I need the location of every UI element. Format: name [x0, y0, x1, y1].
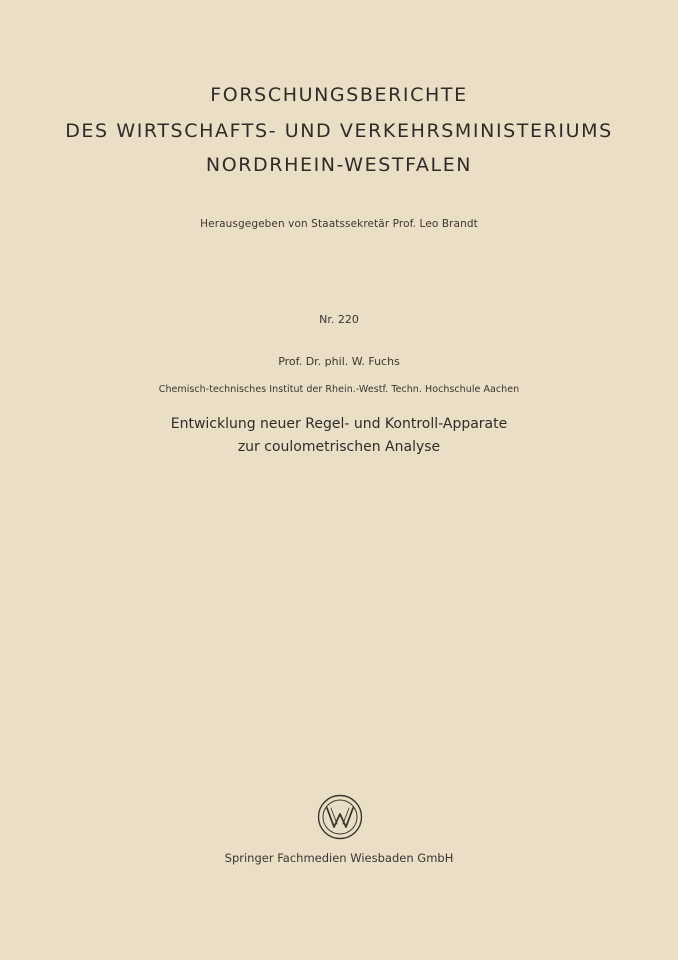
publisher-logo-icon: [316, 793, 364, 841]
work-title-line-1: Entwicklung neuer Regel- und Kontroll-Apparate: [170, 416, 508, 432]
work-title-line-2: zur coulometrischen Analyse: [237, 439, 441, 455]
publisher-name: Springer Fachmedien Wiesbaden GmbH: [224, 851, 454, 865]
editor-line: Herausgegeben von Staatssekretär Prof. Leo Brandt: [200, 218, 478, 230]
series-title-line-1: FORSCHUNGSBERICHTE: [210, 84, 468, 106]
report-number: Nr. 220: [319, 313, 359, 326]
author-name: Prof. Dr. phil. W. Fuchs: [278, 355, 400, 368]
series-title-line-2: DES WIRTSCHAFTS- UND VERKEHRSMINISTERIUMS: [65, 120, 613, 142]
series-title-line-3: NORDRHEIN-WESTFALEN: [205, 154, 473, 176]
author-institute: Chemisch-technisches Institut der Rhein.-Westf. Techn. Hochschule Aachen: [158, 384, 520, 395]
